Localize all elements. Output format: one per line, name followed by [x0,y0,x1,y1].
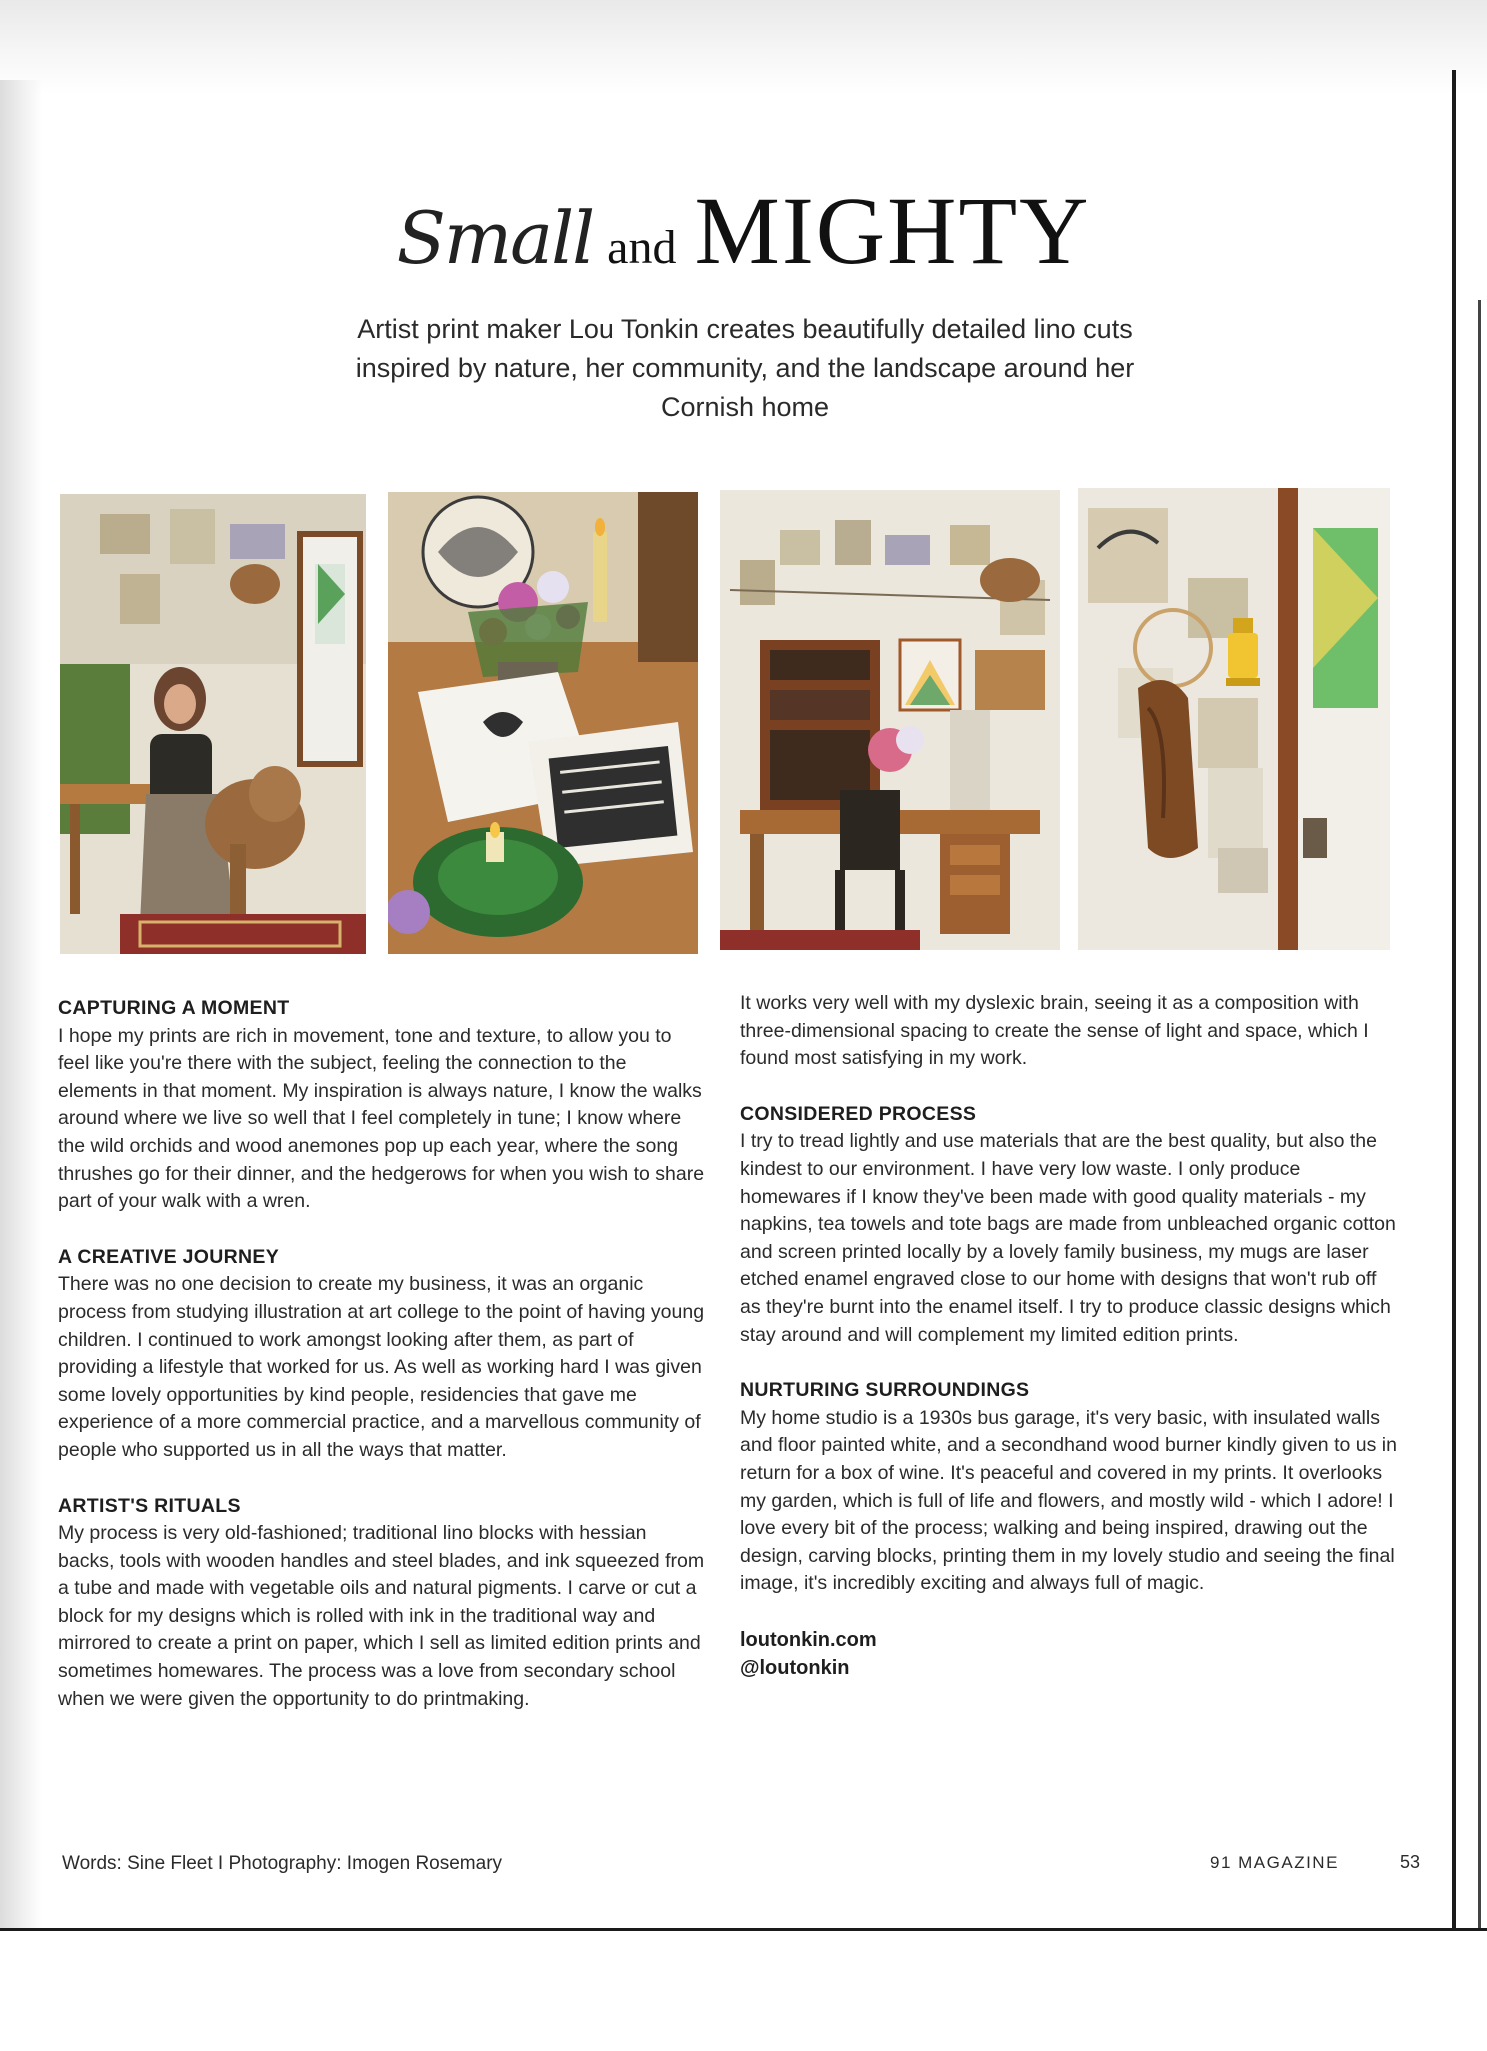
section-heading: A CREATIVE JOURNEY [58,1245,280,1268]
scan-shading-left [0,80,42,1980]
article-title [0,175,1487,295]
section-heading: ARTIST'S RITUALS [58,1494,241,1517]
section-heading: CONSIDERED PROCESS [740,1102,977,1125]
section-considered-process [740,1101,1400,1349]
website-link[interactable]: loutonkin.com [740,1628,877,1651]
page-spine-edge-outer [1478,300,1481,1950]
title-script-word: Small [396,196,594,280]
title-connector: and [607,221,677,274]
section-capturing-moment [58,995,708,1216]
section-heading: CAPTURING A MOMENT [58,997,290,1019]
section-body: My process is very old-fashioned; traditional lino blocks with hessian backs, tools with wooden handles and steel blades, and ink squeezed from a tube and made with vegetable oils and natural pigments. I carve or cut a block for my designs which is rolled with ink in the traditional way and mirrored to create a print on paper, which I sell as limited edition prints and sometimes homewares. The process was a love from secondary school when we were given the opportunity to do printmaking. [58,1522,705,1710]
photo-credit: Words: Sine Fleet I Photography: Imogen Rosemary [62,1853,503,1874]
section-creative-journey [58,1244,708,1465]
section-rituals-continued [740,990,1400,1073]
text-column-left [58,995,708,1741]
section-nurturing-surroundings [740,1377,1400,1598]
section-body: My home studio is a 1930s bus garage, it's very basic, with insulated walls and floor painted white, and a secondhand wood burner kindly given to us in return for a box of wine. It's peaceful and covered in my prints. It overlooks my garden, which is full of life and flowers, and mostly wild - which I adore! I love every bit of the process; walking and being inspired, drawing out the design, carving blocks, printing them in my lovely studio and seeing the final image, it's incredibly exciting and always full of magic. [740,1406,1397,1595]
photo-door-lantern [1078,488,1390,950]
section-heading: NURTURING SURROUNDINGS [740,1379,1030,1402]
magazine-name: 91 MAGAZINE [1210,1853,1339,1872]
scan-shading-top [0,0,1487,95]
section-body: There was no one decision to create my business, it was an organic process from studying illustration at art college to the point of having young children. I continued to work amongst looking after them, as part of providing a lifestyle that worked for us. As well as working hard I was given some lovely opportunities by kind people, residencies that gave me experience of a more commercial practice, and a marvellous community of people who supported us in all the ways that matter. [58,1273,705,1461]
scan-bottom-edge [0,1928,1487,2051]
text-column-right [740,990,1400,1682]
page-spine-edge [1452,70,1456,1970]
photo-artist-with-dog [60,494,366,954]
section-body: I try to tread lightly and use materials that are the best quality, but also the kindest to our environment. I have very low waste. I only produce homewares if I know they've been made with good quality materials - my napkins, tea towels and tote bags are made from unbleached organic cotton and screen printed locally by a lovely family business, my mugs are laser etched enamel engraved close to our home with designs that won't rub off as they're burnt into the enamel itself. I try to produce classic designs which stay around and will complement my limited edition prints. [740,1130,1396,1346]
title-main-word: MIGHTY [694,177,1091,284]
section-artists-rituals [58,1493,708,1714]
section-body: It works very well with my dyslexic brain, seeing it as a composition with three-dimensional spacing to create the sense of light and space, which I found most satisfying in my work. [740,992,1369,1070]
photo-studio-desk [720,490,1060,950]
section-body: I hope my prints are rich in movement, tone and texture, to allow you to feel like you're there with the subject, feeling the connection to the elements in that moment. My inspiration is always nature, I know the walks around where we live so well that I feel completely in tune; I know where the wild orchids and wood anemones pop up each year, where the song thrushes go for their dinner, and the hedgerows for when you wish to share part of your walk with a wren. [58,1024,705,1213]
standfirst: Artist print maker Lou Tonkin creates beautifully detailed lino cuts inspired by nature, her community, and the landscape around her Cornish home [355,314,1135,422]
photo-workbench-prints [388,492,698,954]
page-number: 53 [1400,1852,1421,1872]
social-handle[interactable]: @loutonkin [740,1656,850,1679]
